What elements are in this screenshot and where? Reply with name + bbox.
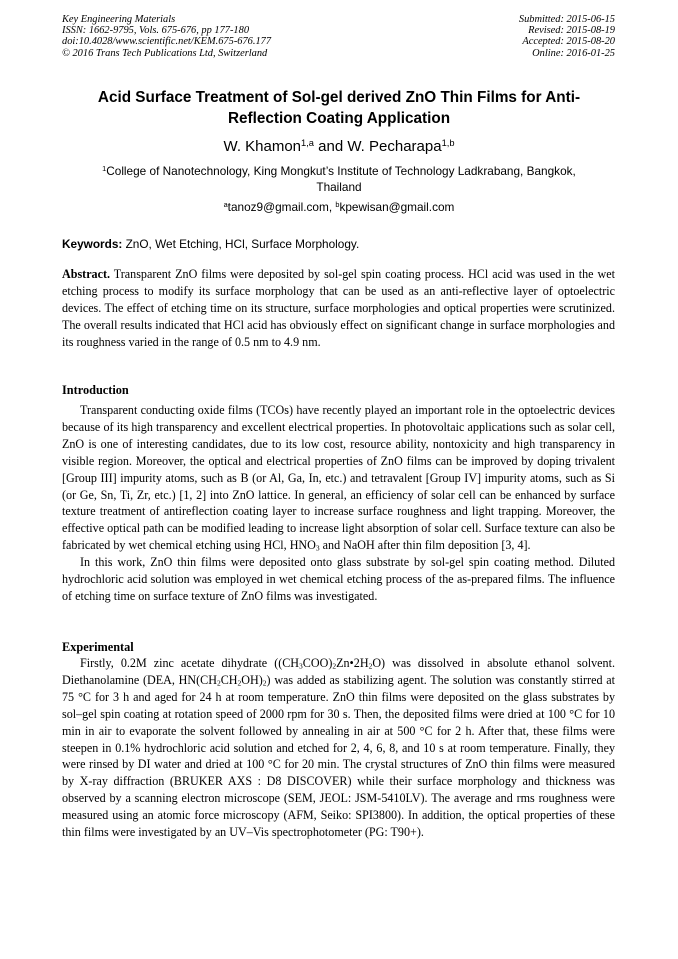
copyright-line: © 2016 Trans Tech Publications Ltd, Switzerland <box>62 47 268 59</box>
email-a: tanoz9@gmail.com, <box>227 200 336 214</box>
affiliation <box>75 163 603 195</box>
intro-p1-subscript: 3 <box>315 543 320 553</box>
exp-text-3: Zn•2H <box>336 656 369 670</box>
exp-sub-3: 2 <box>368 661 373 671</box>
exp-text-2: COO) <box>302 656 333 670</box>
intro-p1-text-end: and NaOH after thin film deposition [3, 4]. <box>319 538 531 553</box>
exp-text-5: CH <box>220 672 238 687</box>
author-1-name: W. Khamon <box>223 138 302 155</box>
paper-title <box>70 87 608 129</box>
affiliation-country: Thailand <box>316 180 362 194</box>
exp-sub-1: 3 <box>299 661 303 671</box>
exp-sub-6: 2 <box>262 678 267 688</box>
exp-text-4: O) was dissolved in absolute ethanol solvent. Diethanolamine (DEA, HN(CH <box>62 656 615 687</box>
issn-line: ISSN: 1662-9795, Vols. 675-676, pp 177-180 <box>62 25 250 37</box>
abstract <box>62 266 615 351</box>
author-emails <box>62 199 616 215</box>
exp-text-6: OH) <box>241 672 263 687</box>
title-line-1: Acid Surface Treatment of Sol-gel derived ZnO Thin Films for Anti- <box>97 89 581 106</box>
affiliation-text: College of Nanotechnology, King Mongkut’s Institute of Technology Ladkrabang, Bangkok, <box>106 164 576 178</box>
author-1-affiliation-mark: 1,a <box>301 137 314 148</box>
journal-info-header <box>62 14 271 59</box>
online-date: Online: 2016-01-25 <box>532 47 615 59</box>
introduction-body <box>62 402 615 605</box>
introduction-paragraph-1 <box>62 402 615 554</box>
abstract-label: Abstract. <box>62 267 111 281</box>
author-list <box>62 137 616 157</box>
revised-date: Revised: 2015-08-19 <box>528 25 615 37</box>
exp-sub-4: 2 <box>216 678 221 688</box>
introduction-paragraph-2: In this work, ZnO thin films were deposited onto glass substrate by sol-gel spin coating method. Diluted hydrochloric acid solution was employed in wet chemical etching process of the as-prepared films. The influence of etching time on surface texture of ZnO films was investigated. <box>62 555 615 603</box>
exp-text-1: Firstly, 0.2M zinc acetate dihydrate ((CH <box>80 656 300 670</box>
exp-sub-5: 2 <box>237 678 242 688</box>
author-2-name: W. Pecharapa <box>347 138 442 155</box>
keywords-label: Keywords: <box>62 237 123 251</box>
author-2-affiliation-mark: 1,b <box>441 137 455 148</box>
author-conjunction: and <box>313 138 348 155</box>
keywords <box>62 236 616 252</box>
introduction-heading: Introduction <box>62 383 129 397</box>
dates-header <box>519 14 615 59</box>
journal-name: Key Engineering Materials <box>62 14 176 25</box>
submitted-date: Submitted: 2015-06-15 <box>518 14 615 25</box>
accepted-date: Accepted: 2015-08-20 <box>522 36 615 48</box>
intro-p1-text: Transparent conducting oxide films (TCOs) have recently played an important role in the optoelectric devices because of its high transparency and excellent electrical properties. In photovoltaic applications such as solar cell, ZnO is one of interesting candidates, due to its low cost, resource ability, nontoxicity and high transparency in visible region. Moreover, the optical and electrical properties of ZnO films can be improved by doping trivalent [Group III] impurity atoms, such as B (or Al, Ga, In, etc.) and tetravalent [Group IV] impurity atoms, such as Si (or Ge, Sn, Ti, Zr, etc.) [1, 2] into ZnO lattice. In general, an efficiency of solar cell can be enhanced by surface texture treatment of antireflection coating layer to increase surface roughness and light trapping. Moreover, the effective optical path can be modified leading to increase light absorption of solar cell. Surface texture can also be fabricated by wet chemical etching using HCl, HNO <box>62 403 615 553</box>
keywords-text: ZnO, Wet Etching, HCl, Surface Morphology. <box>122 237 360 251</box>
exp-text-7: ) was added as stabilizing agent. The solution was constantly stirred at 75 °C for 3 h and aged for 24 h at room temperature. ZnO thin films were deposited on the glass substrates by sol–gel spin coating at rotation speed of 2000 rpm for 30 s. Then, the deposited films were dried at 100 °C for 10 min in air to evaporate the solvent followed by annealing in air at 500 °C for 2 h. After that, these films were steepen in 0.1% hydrochloric acid solution and etched for 2, 4, 6, 8, and 10 s at room temperature. Finally, they were rinsed by DI water and dried at 100 °C for 20 min. The crystal structures of ZnO thin films were measured by X-ray diffraction (BRUKER AXS : D8 DISCOVER) while their surface morphology and thickness was observed by a scanning electron microscope (SEM, JEOL: JSM-5410LV). The average and rms roughness were measured using an atomic force microscopy (AFM, Seiko: SPI3800). In addition, the optical properties of these thin films were investigated by an UV–Vis spectrophotometer (PG: T90+). <box>62 672 615 840</box>
experimental-body <box>62 655 615 841</box>
experimental-paragraph <box>62 655 615 841</box>
experimental-heading: Experimental <box>62 640 134 654</box>
doi-line: doi:10.4028/www.scientific.net/KEM.675-676.177 <box>62 36 272 48</box>
title-line-2: Reflection Coating Application <box>227 110 451 127</box>
exp-sub-2: 2 <box>332 661 337 671</box>
affiliation-mark: 1 <box>102 163 107 173</box>
abstract-text: Transparent ZnO films were deposited by sol-gel spin coating process. HCl acid was used in the wet etching process to modify its surface morphology that can be used as an anti-reflective layer of optoelectric devices. The effect of etching time on its structure, surface morphologies and optical properties were scrutinized. The overall results indicated that HCl acid has obviously effect on significant change in surface morphologies and its roughness varied in the range of 0.5 nm to 4.9 nm. <box>62 267 615 349</box>
email-a-mark: a <box>223 199 228 209</box>
email-b-mark: b <box>335 199 340 209</box>
email-b: kpewisan@gmail.com <box>339 200 455 214</box>
